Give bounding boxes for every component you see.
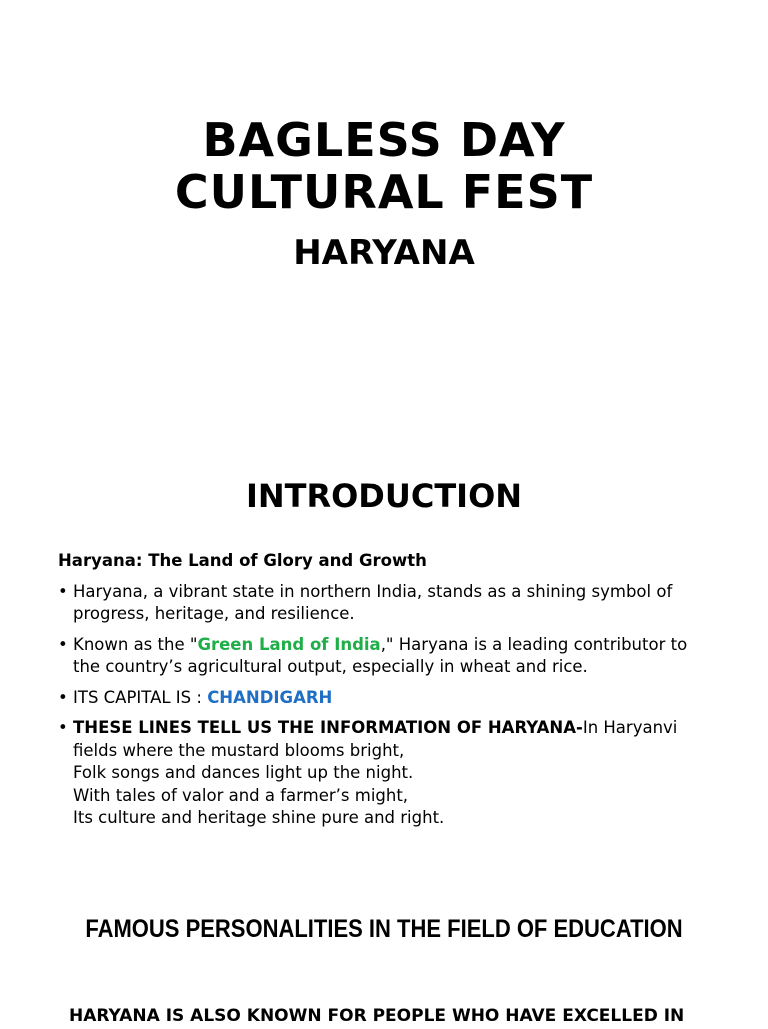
poem-line-4: Its culture and heritage shine pure and right. — [73, 808, 445, 827]
bullet-text-before: Known as the " — [73, 634, 198, 654]
capital-label: ITS CAPITAL IS : — [73, 687, 208, 707]
introduction-bullet-list — [58, 581, 718, 830]
green-land-highlight: Green Land of India — [197, 634, 381, 654]
bullet-icon: • — [58, 718, 68, 737]
poem-line-2: Folk songs and dances light up the night. — [73, 763, 414, 782]
bullet-icon: • — [58, 687, 68, 707]
bullet-item-poem — [58, 717, 718, 830]
title-line-1: BAGLESS DAY — [202, 113, 566, 167]
education-text: HARYANA IS ALSO KNOWN FOR PEOPLE WHO HAVE EXCELLED IN — [69, 1006, 685, 1026]
introduction-block — [58, 550, 718, 838]
education-heading: FAMOUS PERSONALITIES IN THE FIELD OF EDUCATION — [85, 915, 683, 943]
introduction-subheading: Haryana: The Land of Glory and Growth — [58, 551, 427, 570]
poem-line-1: In Haryanvi fields where the mustard blooms bright, — [73, 718, 678, 760]
bullet-item-green-land — [58, 634, 718, 679]
bullet-item-progress — [58, 581, 718, 626]
capital-value: CHANDIGARH — [207, 687, 333, 707]
introduction-heading: INTRODUCTION — [245, 477, 523, 515]
poem-line-3: With tales of valor and a farmer’s might, — [73, 785, 409, 805]
title-line-2: CULTURAL FEST — [174, 165, 594, 219]
poem-lead: THESE LINES TELL US THE INFORMATION OF HARYANA- — [73, 718, 583, 737]
bullet-text: Haryana, a vibrant state in northern India, stands as a shining symbol of progress, heritage, and resilience. — [73, 581, 673, 623]
bullet-icon: • — [58, 634, 68, 654]
subtitle: HARYANA — [293, 233, 475, 273]
bullet-item-capital — [58, 687, 718, 710]
bullet-text-after: ," Haryana is a leading contributor to the country’s agricultural output, especially in wheat and rice. — [73, 634, 688, 676]
bullet-icon: • — [58, 581, 68, 601]
